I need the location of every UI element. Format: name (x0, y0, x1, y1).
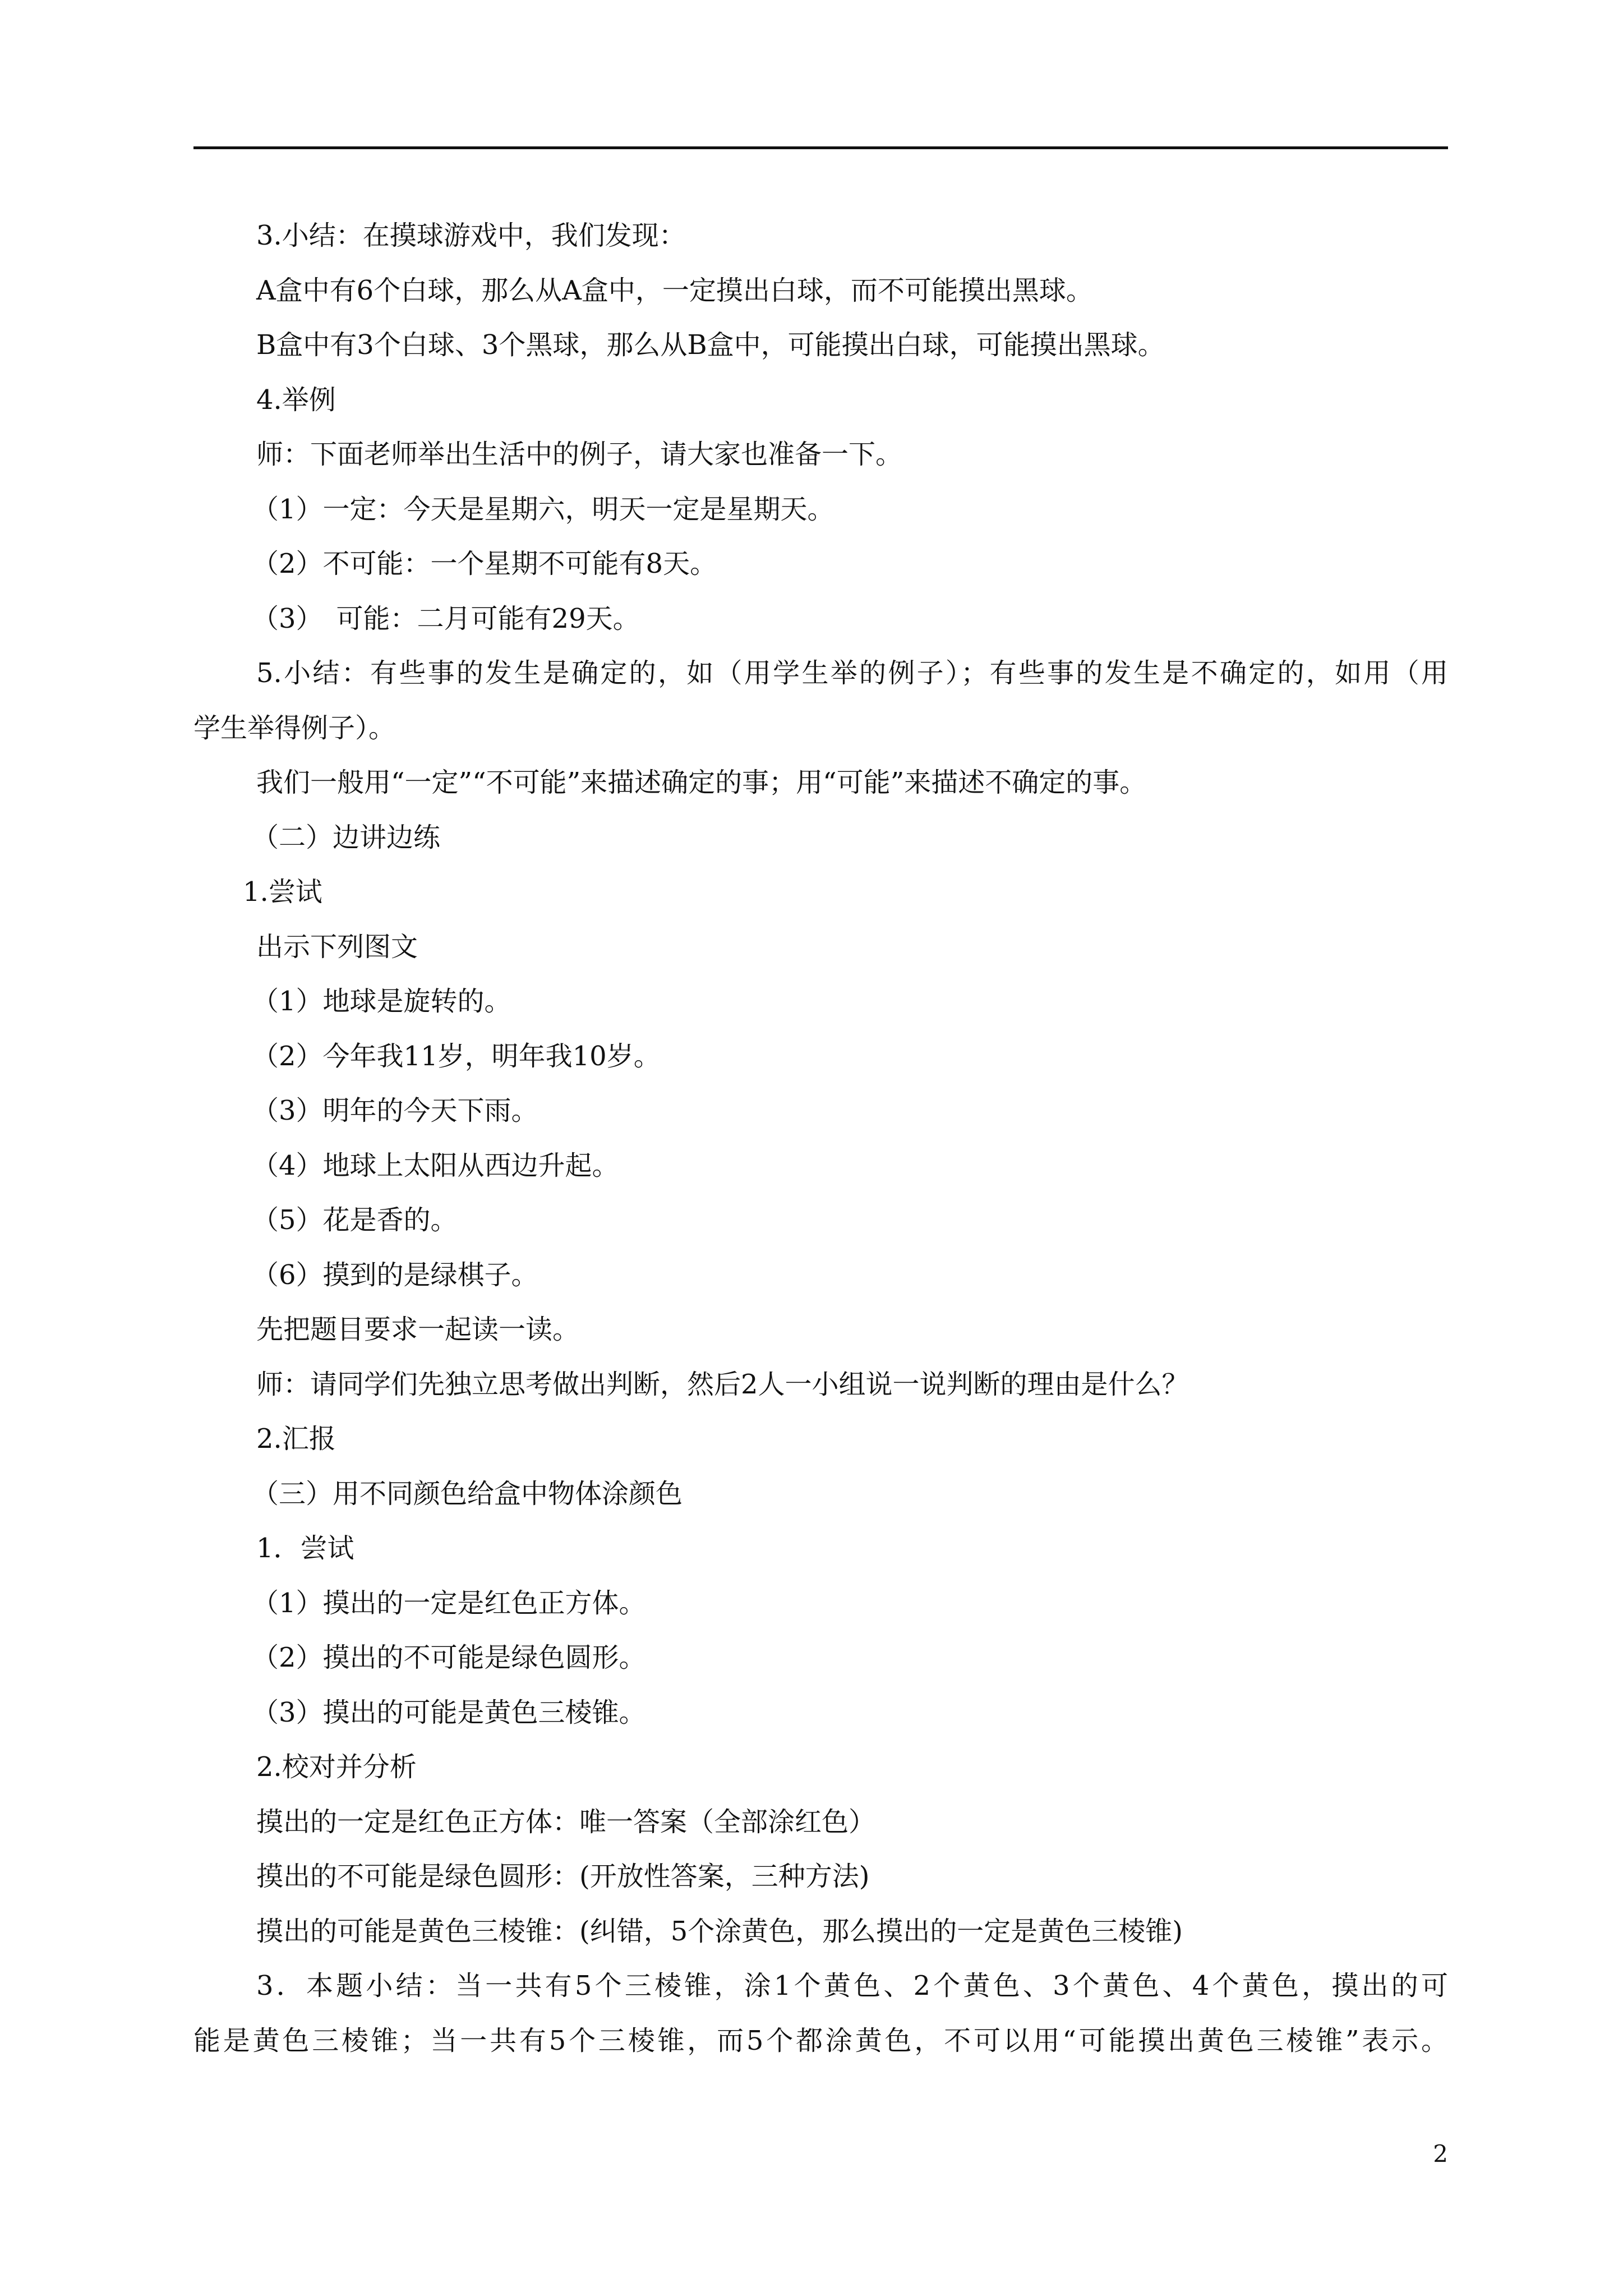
text-line: 摸出的一定是红色正方体：唯一答案（全部涂红色） (256, 1806, 876, 1838)
text-line: （3）摸出的可能是黄色三棱锥。 (252, 1696, 646, 1728)
text-line: 摸出的不可能是绿色圆形：(开放性答案，三种方法) (256, 1861, 870, 1892)
text-line: （1）摸出的一定是红色正方体。 (252, 1587, 646, 1619)
text-line: 4.举例 (256, 384, 336, 416)
text-line: （4）地球上太阳从西边升起。 (252, 1149, 619, 1181)
text-line: 3．本题小结：当一共有5个三棱锥，涂1个黄色、2个黄色、3个黄色、4个黄色，摸出的可 (256, 1970, 1448, 2001)
text-line: （2）摸出的不可能是绿色圆形。 (252, 1642, 646, 1673)
text-line: （2）今年我11岁，明年我10岁。 (252, 1040, 661, 1072)
text-line: （二）边讲边练 (252, 821, 441, 853)
text-line: （1）地球是旋转的。 (252, 986, 511, 1017)
text-line: 3.小结：在摸球游戏中，我们发现： (256, 220, 686, 251)
text-line: （2）不可能：一个星期不可能有8天。 (252, 548, 717, 579)
text-line: （1）一定：今天是星期六，明天一定是星期天。 (252, 493, 834, 525)
text-line: 2.汇报 (256, 1423, 336, 1455)
text-line: 学生举得例子）。 (193, 712, 396, 744)
header-rule (193, 146, 1448, 149)
text-line: 师：下面老师举出生活中的例子，请大家也准备一下。 (256, 439, 903, 470)
page-number: 2 (1433, 2140, 1448, 2168)
text-line: （6）摸到的是绿棋子。 (252, 1259, 538, 1291)
text-line: （三）用不同颜色给盒中物体涂颜色 (252, 1478, 683, 1510)
text-line: 5.小结：有些事的发生是确定的，如（用学生举的例子）；有些事的发生是不确定的，如用（用 (256, 657, 1448, 689)
document-body (193, 209, 1448, 2068)
text-line: 2.校对并分析 (256, 1751, 417, 1783)
text-line: A盒中有6个白球，那么从A盒中，一定摸出白球，而不可能摸出黑球。 (256, 274, 1093, 306)
text-line: 能是黄色三棱锥；当一共有5个三棱锥，而5个都涂黄色，不可以用“可能摸出黄色三棱锥”表示。 (193, 2024, 1448, 2056)
text-line: B盒中有3个白球、3个黑球，那么从B盒中，可能摸出白球，可能摸出黑球。 (256, 329, 1165, 361)
text-line: 摸出的可能是黄色三棱锥：(纠错，5个涂黄色，那么摸出的一定是黄色三棱锥) (256, 1915, 1183, 1947)
text-line: 出示下列图文 (256, 931, 418, 963)
text-line: 我们一般用“一定”“不可能”来描述确定的事；用“可能”来描述不确定的事。 (256, 767, 1147, 798)
text-line: （5）花是香的。 (252, 1204, 458, 1236)
text-line: 1．尝试 (256, 1533, 354, 1564)
text-line: 师：请同学们先独立思考做出判断，然后2人一小组说一说判断的理由是什么？ (256, 1368, 1189, 1400)
text-line: （3）明年的今天下雨。 (252, 1095, 538, 1126)
text-line: （3） 可能：二月可能有29天。 (252, 602, 640, 634)
text-line: 先把题目要求一起读一读。 (256, 1314, 580, 1345)
text-line: 1.尝试 (243, 876, 322, 908)
